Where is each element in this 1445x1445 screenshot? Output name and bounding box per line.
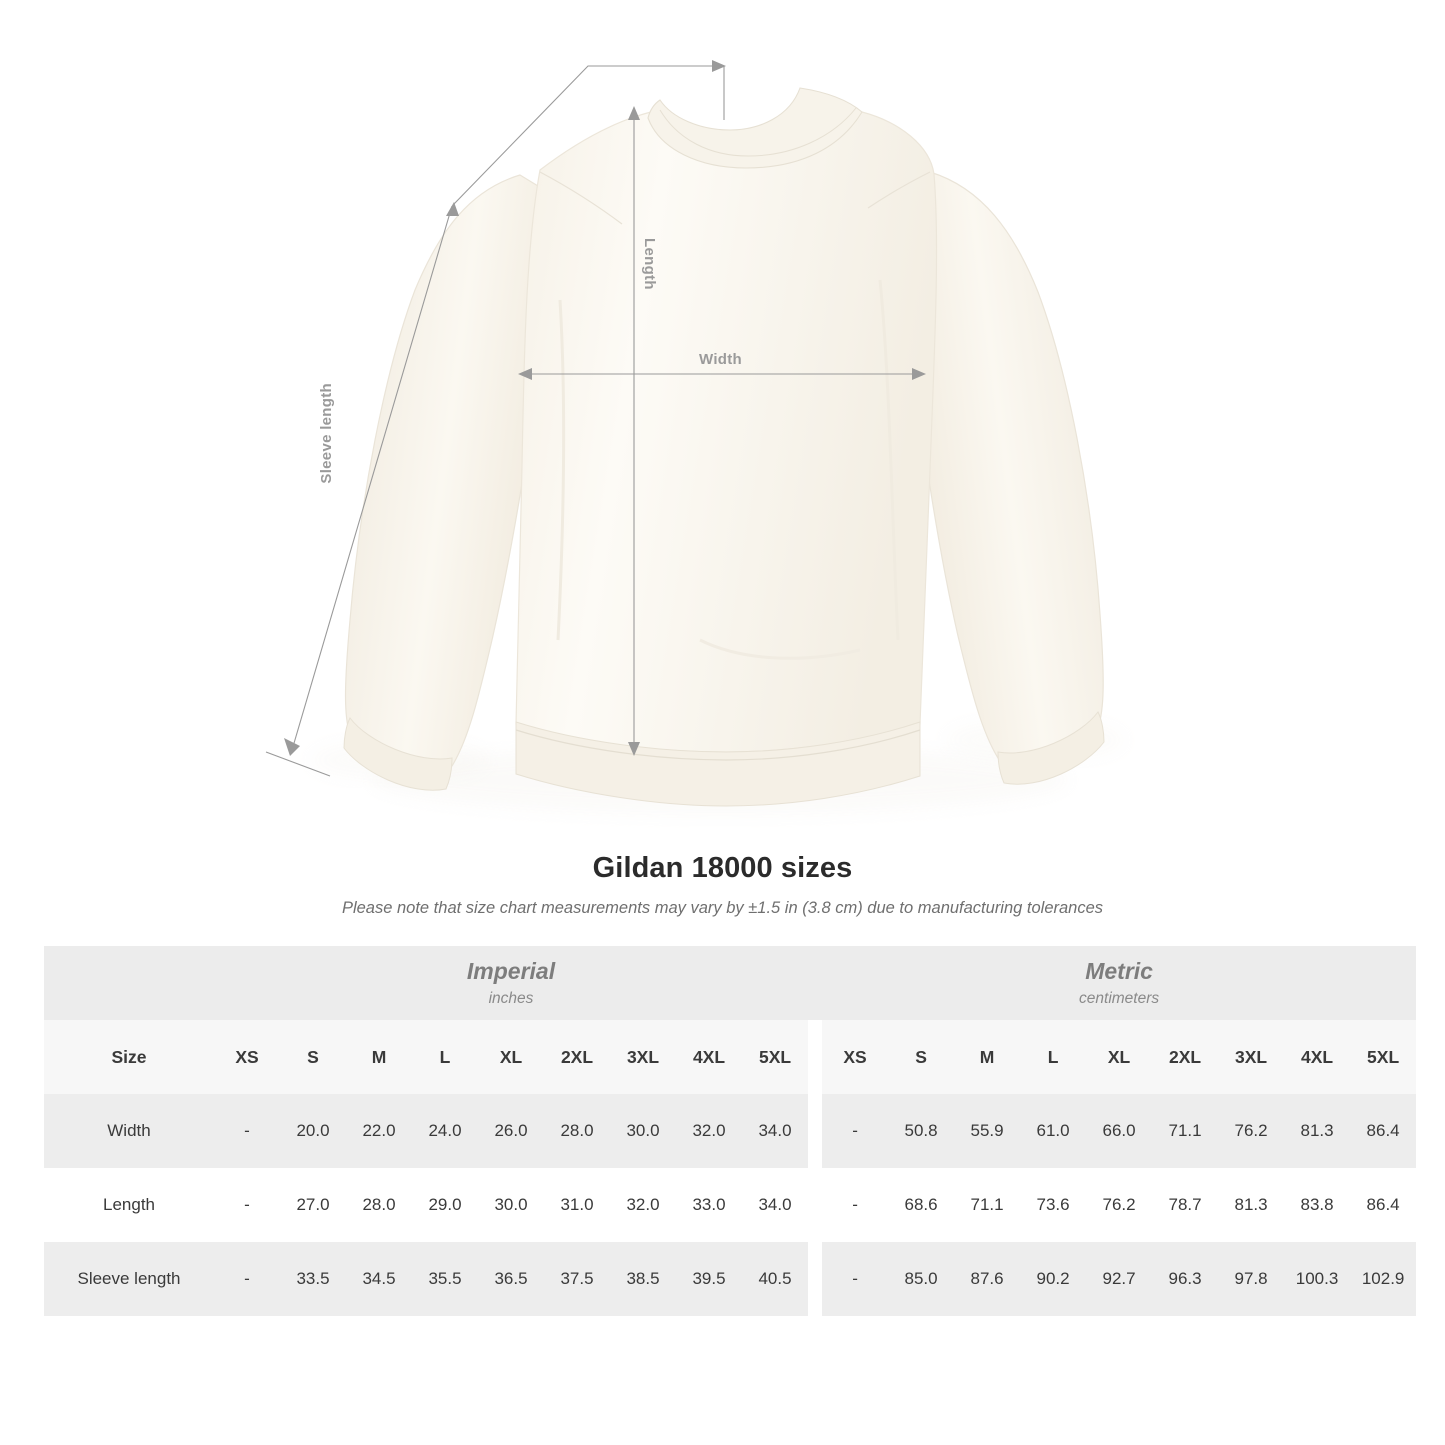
sleeve-length-dimension-label: Sleeve length [318,383,335,484]
size-header-imperial-xl: XL [478,1020,544,1094]
table-row [44,1094,1416,1168]
cell-sleeve-metric-3xl: 97.8 [1218,1242,1284,1316]
cell-sleeve-metric-xl: 92.7 [1086,1242,1152,1316]
cell-sleeve-imperial-2xl: 37.5 [544,1242,610,1316]
cell-sleeve-metric-4xl: 100.3 [1284,1242,1350,1316]
column-gap [808,1020,822,1094]
cell-width-imperial-xs: - [214,1094,280,1168]
column-gap [808,1168,822,1242]
unit-header-metric [822,946,1416,1020]
cell-length-metric-3xl: 81.3 [1218,1168,1284,1242]
cell-length-metric-2xl: 78.7 [1152,1168,1218,1242]
cell-sleeve-imperial-4xl: 39.5 [676,1242,742,1316]
size-header-imperial-l: L [412,1020,478,1094]
size-header-imperial-2xl: 2XL [544,1020,610,1094]
cell-width-imperial-5xl: 34.0 [742,1094,808,1168]
unit-header-imperial [214,946,808,1020]
cell-sleeve-metric-xs: - [822,1242,888,1316]
cell-sleeve-imperial-m: 34.5 [346,1242,412,1316]
cell-sleeve-imperial-l: 35.5 [412,1242,478,1316]
page-title: Gildan 18000 sizes [592,852,853,884]
size-header-metric-5xl: 5XL [1350,1020,1416,1094]
cell-length-imperial-4xl: 33.0 [676,1168,742,1242]
size-chart-table-wrap [44,946,1405,1316]
cell-width-imperial-s: 20.0 [280,1094,346,1168]
size-header-metric-s: S [888,1020,954,1094]
size-header-metric-4xl: 4XL [1284,1020,1350,1094]
cell-width-metric-5xl: 86.4 [1350,1094,1416,1168]
column-gap [808,1094,822,1168]
size-header-imperial-m: M [346,1020,412,1094]
size-chart-table [44,946,1416,1316]
cell-sleeve-imperial-3xl: 38.5 [610,1242,676,1316]
unit-metric-name: Metric [1085,957,1153,984]
row-label-length: Length [44,1168,214,1242]
cell-sleeve-imperial-s: 33.5 [280,1242,346,1316]
cell-length-imperial-l: 29.0 [412,1168,478,1242]
cell-width-imperial-2xl: 28.0 [544,1094,610,1168]
size-header-imperial-xs: XS [214,1020,280,1094]
cell-sleeve-metric-m: 87.6 [954,1242,1020,1316]
cell-width-metric-4xl: 81.3 [1284,1094,1350,1168]
title-block [0,852,1445,918]
row-label-width: Width [44,1094,214,1168]
cell-length-metric-xs: - [822,1168,888,1242]
cell-length-metric-l: 73.6 [1020,1168,1086,1242]
cell-width-metric-s: 50.8 [888,1094,954,1168]
width-dimension-label: Width [699,351,743,368]
size-header-imperial-5xl: 5XL [742,1020,808,1094]
cell-width-metric-xl: 66.0 [1086,1094,1152,1168]
cell-sleeve-imperial-5xl: 40.5 [742,1242,808,1316]
cell-length-metric-5xl: 86.4 [1350,1168,1416,1242]
cell-sleeve-metric-5xl: 102.9 [1350,1242,1416,1316]
cell-width-metric-l: 61.0 [1020,1094,1086,1168]
size-label-cell: Size [44,1020,214,1094]
size-header-imperial-4xl: 4XL [676,1020,742,1094]
cell-width-imperial-xl: 26.0 [478,1094,544,1168]
unit-metric-sub: centimeters [1079,990,1160,1008]
cell-width-metric-3xl: 76.2 [1218,1094,1284,1168]
cell-width-imperial-3xl: 30.0 [610,1094,676,1168]
cell-length-imperial-5xl: 34.0 [742,1168,808,1242]
cell-width-imperial-l: 24.0 [412,1094,478,1168]
cell-length-imperial-xl: 30.0 [478,1168,544,1242]
cell-length-imperial-m: 28.0 [346,1168,412,1242]
size-header-imperial-s: S [280,1020,346,1094]
cell-length-imperial-3xl: 32.0 [610,1168,676,1242]
cell-length-metric-4xl: 83.8 [1284,1168,1350,1242]
table-row [44,1242,1416,1316]
cell-width-metric-m: 55.9 [954,1094,1020,1168]
table-row [44,1168,1416,1242]
cell-length-imperial-2xl: 31.0 [544,1168,610,1242]
length-dimension-label: Length [641,238,658,290]
unit-header-gap [808,946,822,1020]
cell-length-metric-xl: 76.2 [1086,1168,1152,1242]
size-header-metric-m: M [954,1020,1020,1094]
column-gap [808,1242,822,1316]
size-header-imperial-3xl: 3XL [610,1020,676,1094]
cell-width-imperial-4xl: 32.0 [676,1094,742,1168]
size-header-metric-2xl: 2XL [1152,1020,1218,1094]
cell-width-imperial-m: 22.0 [346,1094,412,1168]
cell-sleeve-metric-l: 90.2 [1020,1242,1086,1316]
size-header-row [44,1020,1416,1094]
cell-length-imperial-s: 27.0 [280,1168,346,1242]
unit-header-row [44,946,1416,1020]
size-header-metric-xl: XL [1086,1020,1152,1094]
cell-width-metric-2xl: 71.1 [1152,1094,1218,1168]
cell-sleeve-imperial-xl: 36.5 [478,1242,544,1316]
cell-sleeve-metric-2xl: 96.3 [1152,1242,1218,1316]
row-label-sleeve-length: Sleeve length [44,1242,214,1316]
unit-imperial-sub: inches [488,990,534,1008]
cell-sleeve-metric-s: 85.0 [888,1242,954,1316]
cell-length-imperial-xs: - [214,1168,280,1242]
unit-header-empty [44,946,214,1020]
cell-length-metric-m: 71.1 [954,1168,1020,1242]
size-header-metric-l: L [1020,1020,1086,1094]
cell-sleeve-imperial-xs: - [214,1242,280,1316]
size-header-metric-xs: XS [822,1020,888,1094]
cell-length-metric-s: 68.6 [888,1168,954,1242]
size-header-metric-3xl: 3XL [1218,1020,1284,1094]
cell-width-metric-xs: - [822,1094,888,1168]
tolerance-note: Please note that size chart measurements may vary by ±1.5 in (3.8 cm) due to manufacturing tolerances [341,899,1104,917]
unit-imperial-name: Imperial [466,957,556,984]
